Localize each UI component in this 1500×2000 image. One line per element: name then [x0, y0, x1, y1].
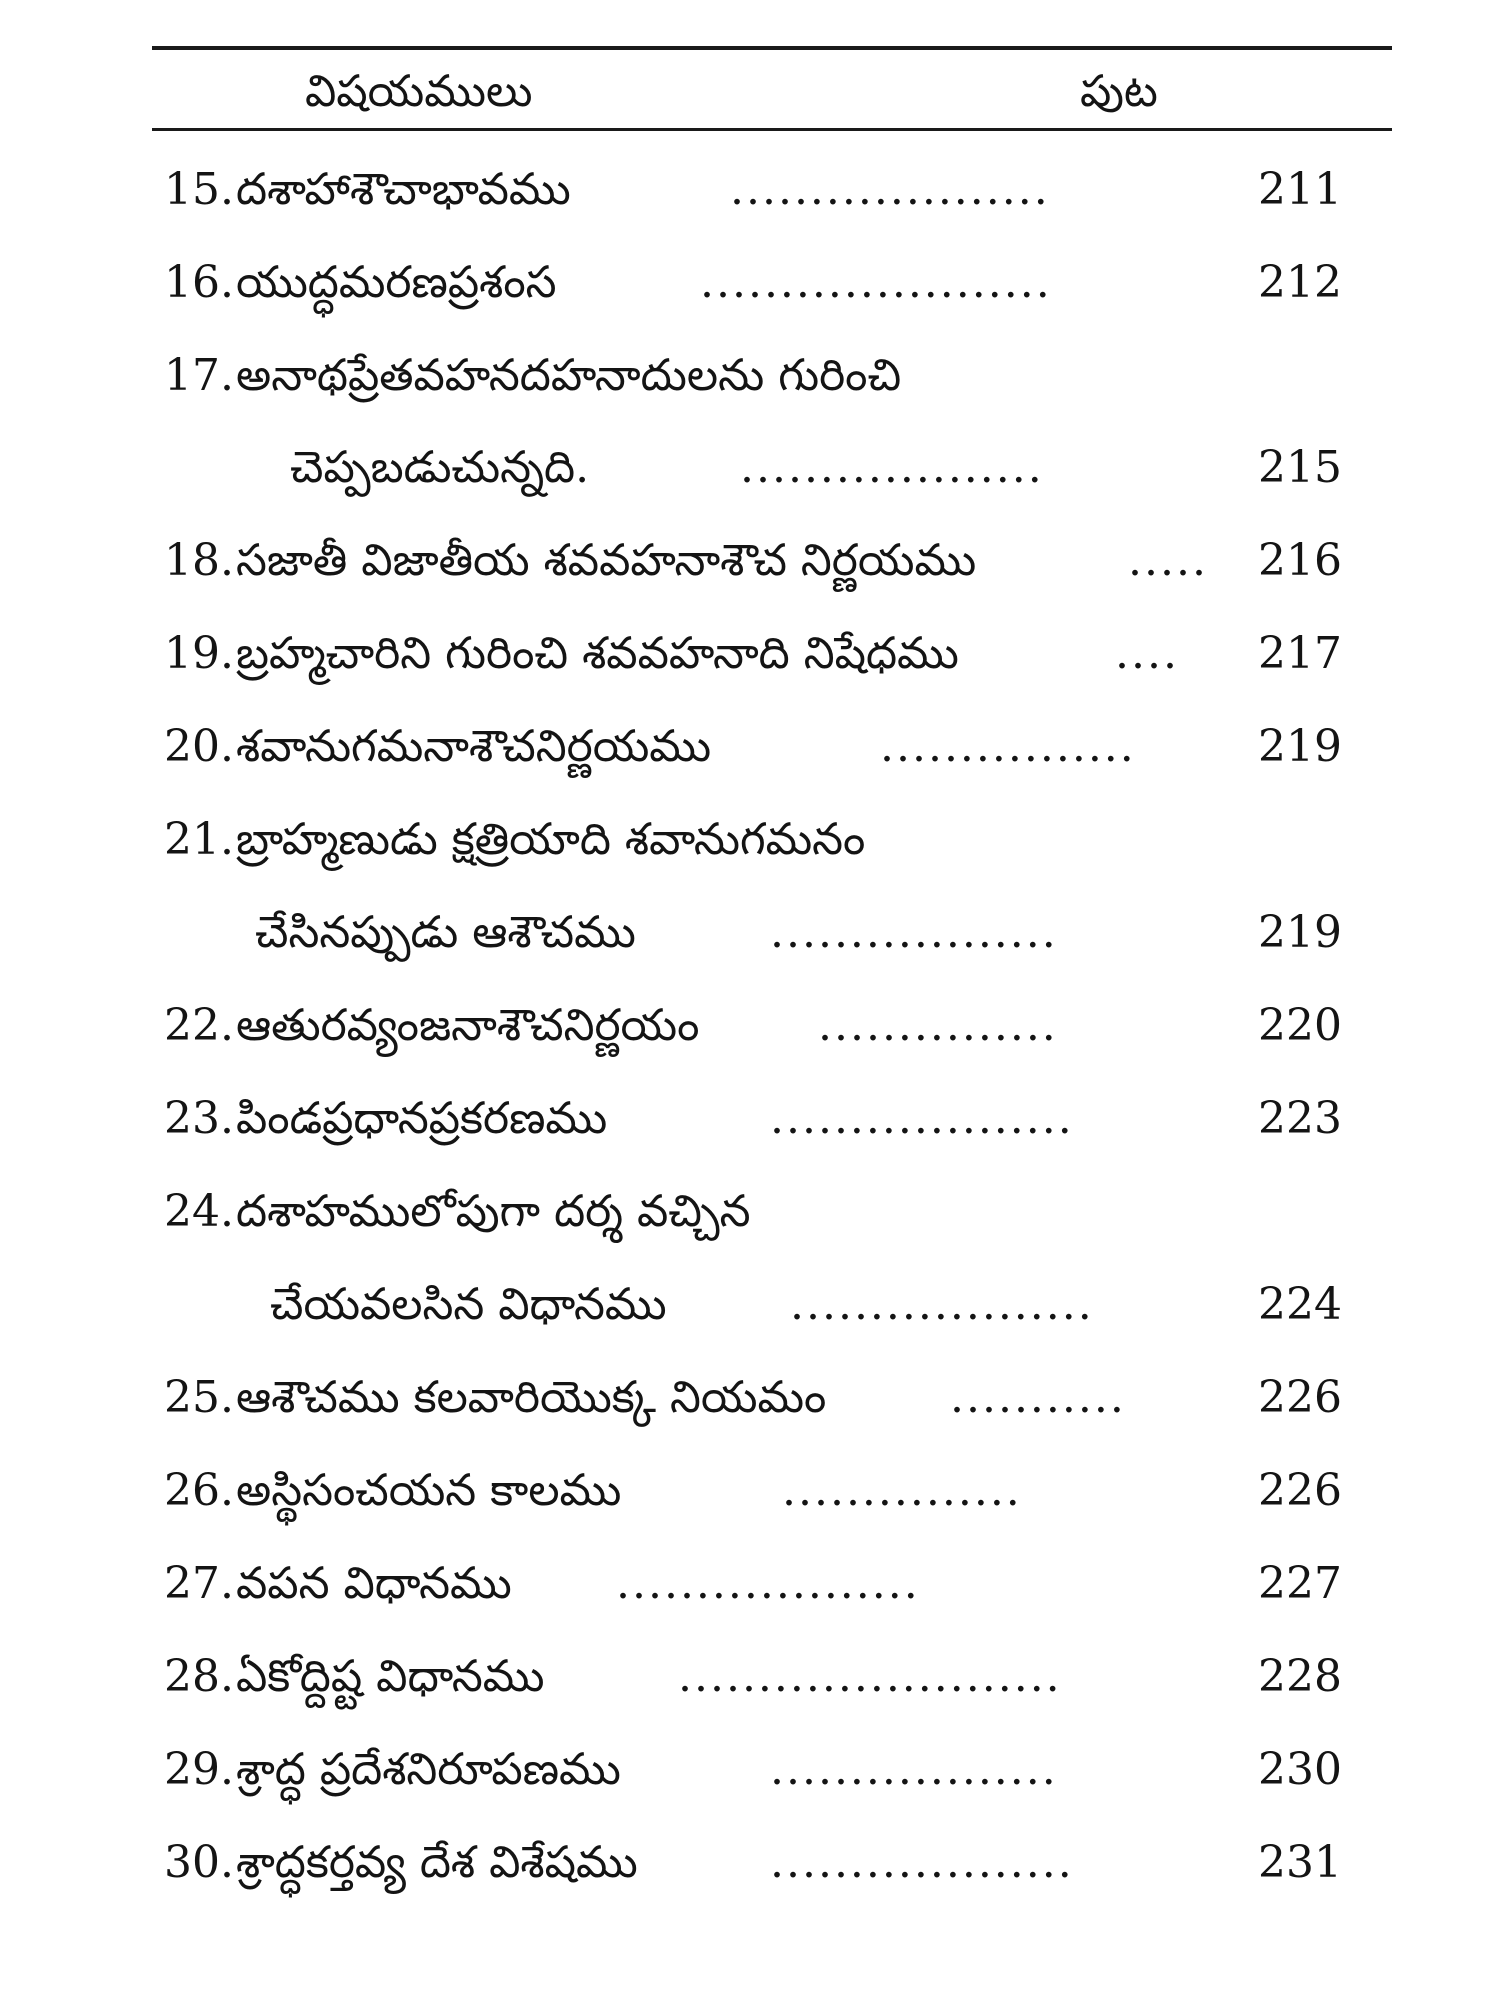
toc-entry: [0, 521, 1500, 601]
entry-title: ఏకోద్దిష్ట విధానము: [236, 1651, 545, 1702]
entry-page: 230: [1258, 1744, 1342, 1795]
dot-leader: ...................: [770, 1093, 1074, 1144]
dot-leader: ...................: [770, 1837, 1074, 1888]
entry-page: 226: [1258, 1465, 1342, 1516]
toc-entry: [0, 1079, 1500, 1159]
entry-number: 17.: [164, 350, 234, 401]
entry-number: 27.: [164, 1558, 234, 1609]
entry-number: 23.: [164, 1093, 234, 1144]
toc-entry: [0, 707, 1500, 787]
entry-title: ఆశౌచము కలవారియొక్క నియమం: [236, 1372, 827, 1423]
dot-leader: ...............: [818, 1000, 1058, 1051]
entry-title: దశాహములోపుగా దర్శ వచ్చిన: [236, 1186, 751, 1237]
entry-title: శవానుగమనాశౌచనిర్ణయము: [236, 721, 712, 772]
toc-entry: [0, 1730, 1500, 1810]
dot-leader: ....................: [730, 164, 1050, 215]
entry-page: 227: [1258, 1558, 1342, 1609]
toc-entry: [0, 150, 1500, 230]
entry-title: చేయవలసిన విధానము: [270, 1279, 667, 1330]
entry-page: 228: [1258, 1651, 1342, 1702]
entry-page: 220: [1258, 1000, 1342, 1051]
entry-page: 211: [1258, 164, 1342, 215]
entry-number: 22.: [164, 1000, 234, 1051]
entry-page: 223: [1258, 1093, 1342, 1144]
entry-number: 15.: [164, 164, 234, 215]
entry-title: సజాతీ విజాతీయ శవవహనాశౌచ నిర్ణయము: [236, 535, 977, 586]
entry-page: 224: [1258, 1279, 1342, 1330]
entry-number: 30.: [164, 1837, 234, 1888]
toc-entry-continuation: [0, 1265, 1500, 1345]
entry-title: చెప్పబడుచున్నది.: [290, 442, 590, 493]
toc-entry: [0, 1637, 1500, 1717]
dot-leader: ..................: [770, 907, 1058, 958]
toc-entry: [0, 1451, 1500, 1531]
entry-number: 21.: [164, 814, 234, 865]
entry-page: 215: [1258, 442, 1342, 493]
entry-number: 18.: [164, 535, 234, 586]
entry-title: అనాథప్రేతవహనదహనాదులను గురించి: [236, 350, 902, 401]
dot-leader: ..................: [770, 1744, 1058, 1795]
dot-leader: ......................: [700, 257, 1052, 308]
entry-title: వపన విధానము: [236, 1558, 512, 1609]
entry-page: 231: [1258, 1837, 1342, 1888]
entry-number: 25.: [164, 1372, 234, 1423]
entry-title: దశాహాశౌచాభావము: [236, 164, 571, 215]
toc-entry: [0, 1358, 1500, 1438]
entry-page: 226: [1258, 1372, 1342, 1423]
subject-column-heading: విషయములు: [305, 66, 533, 117]
entry-page: 219: [1258, 721, 1342, 772]
entry-number: 29.: [164, 1744, 234, 1795]
entry-number: 26.: [164, 1465, 234, 1516]
toc-entry: [0, 800, 1500, 880]
toc-entry: [0, 986, 1500, 1066]
entry-title: శ్రాద్ధకర్తవ్య దేశ విశేషము: [236, 1837, 638, 1888]
dot-leader: .....: [1128, 535, 1208, 586]
page-column-heading: పుట: [1080, 66, 1158, 117]
toc-entry-continuation: [0, 893, 1500, 973]
entry-page: 216: [1258, 535, 1342, 586]
entry-number: 28.: [164, 1651, 234, 1702]
entry-title: శ్రాద్ధ ప్రదేశనిరూపణము: [236, 1744, 621, 1795]
toc-entry: [0, 243, 1500, 323]
toc-entry: [0, 614, 1500, 694]
toc-entry: [0, 336, 1500, 416]
toc-entry: [0, 1544, 1500, 1624]
entry-title: పిండప్రధానప్రకరణము: [236, 1093, 608, 1144]
dot-leader: ........................: [678, 1651, 1062, 1702]
entry-number: 24.: [164, 1186, 234, 1237]
toc-entry-continuation: [0, 428, 1500, 508]
entry-page: 217: [1258, 628, 1342, 679]
dot-leader: ...........: [950, 1372, 1126, 1423]
dot-leader: ................: [880, 721, 1136, 772]
entry-page: 212: [1258, 257, 1342, 308]
entry-title: ఆతురవ్యంజనాశౌచనిర్ణయం: [236, 1000, 700, 1051]
entry-title: బ్రహ్మచారిని గురించి శవవహనాది నిషేధము: [236, 628, 959, 679]
entry-page: 219: [1258, 907, 1342, 958]
dot-leader: ...............: [782, 1465, 1022, 1516]
entry-number: 20.: [164, 721, 234, 772]
toc-entry: [0, 1823, 1500, 1903]
entry-number: 19.: [164, 628, 234, 679]
dot-leader: ...................: [790, 1279, 1094, 1330]
entry-title: అస్థిసంచయన కాలము: [236, 1465, 622, 1516]
dot-leader: ...................: [616, 1558, 920, 1609]
toc-entry: [0, 1172, 1500, 1252]
entry-title: యుద్ధమరణప్రశంస: [236, 257, 557, 308]
dot-leader: ...................: [740, 442, 1044, 493]
dot-leader: ....: [1115, 628, 1179, 679]
entry-title: చేసినప్పుడు ఆశౌచము: [255, 907, 636, 958]
entry-number: 16.: [164, 257, 234, 308]
entry-title: బ్రాహ్మణుడు క్షత్రియాది శవానుగమనం: [236, 814, 866, 865]
